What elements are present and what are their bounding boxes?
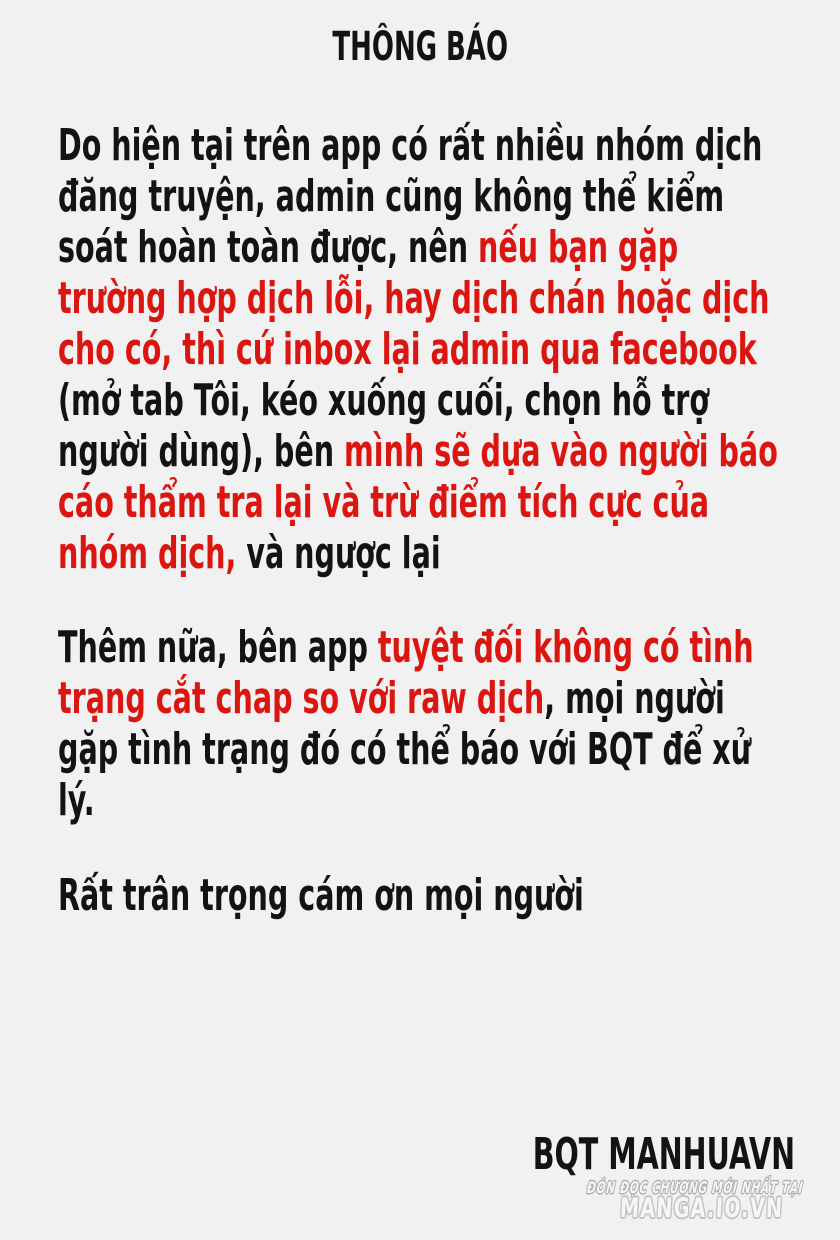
text-run: Do hiện tại trên app có rất nhiều nhóm dịch: [58, 120, 763, 171]
text-line: [58, 171, 788, 222]
text-line: [58, 870, 788, 921]
watermark-brand: [550, 1195, 784, 1223]
signature-text: BQT MANHUAVN: [532, 1129, 795, 1180]
notice-body: [58, 120, 788, 921]
text-run: nếu bạn gặp: [478, 222, 679, 273]
text-line: [58, 222, 788, 273]
text-line: [58, 673, 788, 724]
text-run: gặp tình trạng đó có thể báo với BQT để xử: [58, 724, 752, 775]
text-run: trạng cắt chap so với raw dịch: [58, 673, 545, 724]
paragraph: [58, 120, 788, 579]
text-line: [58, 120, 788, 171]
notice-title: [0, 24, 840, 70]
notice-title-text: THÔNG BÁO: [332, 24, 508, 70]
text-line: [58, 528, 788, 579]
paragraph: [58, 870, 788, 921]
text-run: Thêm nữa, bên app: [58, 622, 378, 673]
text-run: và ngược lại: [236, 528, 441, 579]
text-run: người dùng), bên: [58, 426, 345, 477]
text-run: cáo thẩm tra lại và trừ điểm tích cực của: [58, 477, 710, 528]
text-line: [58, 375, 788, 426]
text-run: , mọi người: [544, 673, 725, 724]
text-line: [58, 426, 788, 477]
text-line: [58, 622, 788, 673]
watermark-brand-text: MANGA.IO.VN: [618, 1193, 784, 1224]
text-run: trường hợp dịch lỗi, hay dịch chán hoặc dịch: [58, 273, 770, 324]
text-run: đăng truyện, admin cũng không thể kiểm: [58, 171, 725, 222]
text-run: nhóm dịch,: [58, 528, 237, 579]
watermark-tagline-text: ĐÓN ĐỌC CHƯƠNG MỚI NHẤT TẠI: [585, 1178, 804, 1197]
text-line: [58, 273, 788, 324]
text-line: [58, 324, 788, 375]
paragraph: [58, 622, 788, 826]
text-line: [58, 724, 788, 775]
text-run: cho có, thì cứ inbox lại admin qua facebook: [58, 324, 757, 375]
signature: [391, 1129, 795, 1180]
text-run: Rất trân trọng cám ơn mọi người: [58, 870, 584, 921]
text-line: [58, 775, 788, 826]
text-run: tuyệt đối không có tình: [377, 622, 754, 673]
text-run: (mở tab Tôi, kéo xuống cuối, chọn hỗ trợ: [58, 375, 709, 426]
text-run: mình sẽ dựa vào người báo: [344, 426, 778, 477]
text-run: soát hoàn toàn được, nên: [58, 222, 479, 273]
text-run: lý.: [58, 775, 95, 826]
text-line: [58, 477, 788, 528]
